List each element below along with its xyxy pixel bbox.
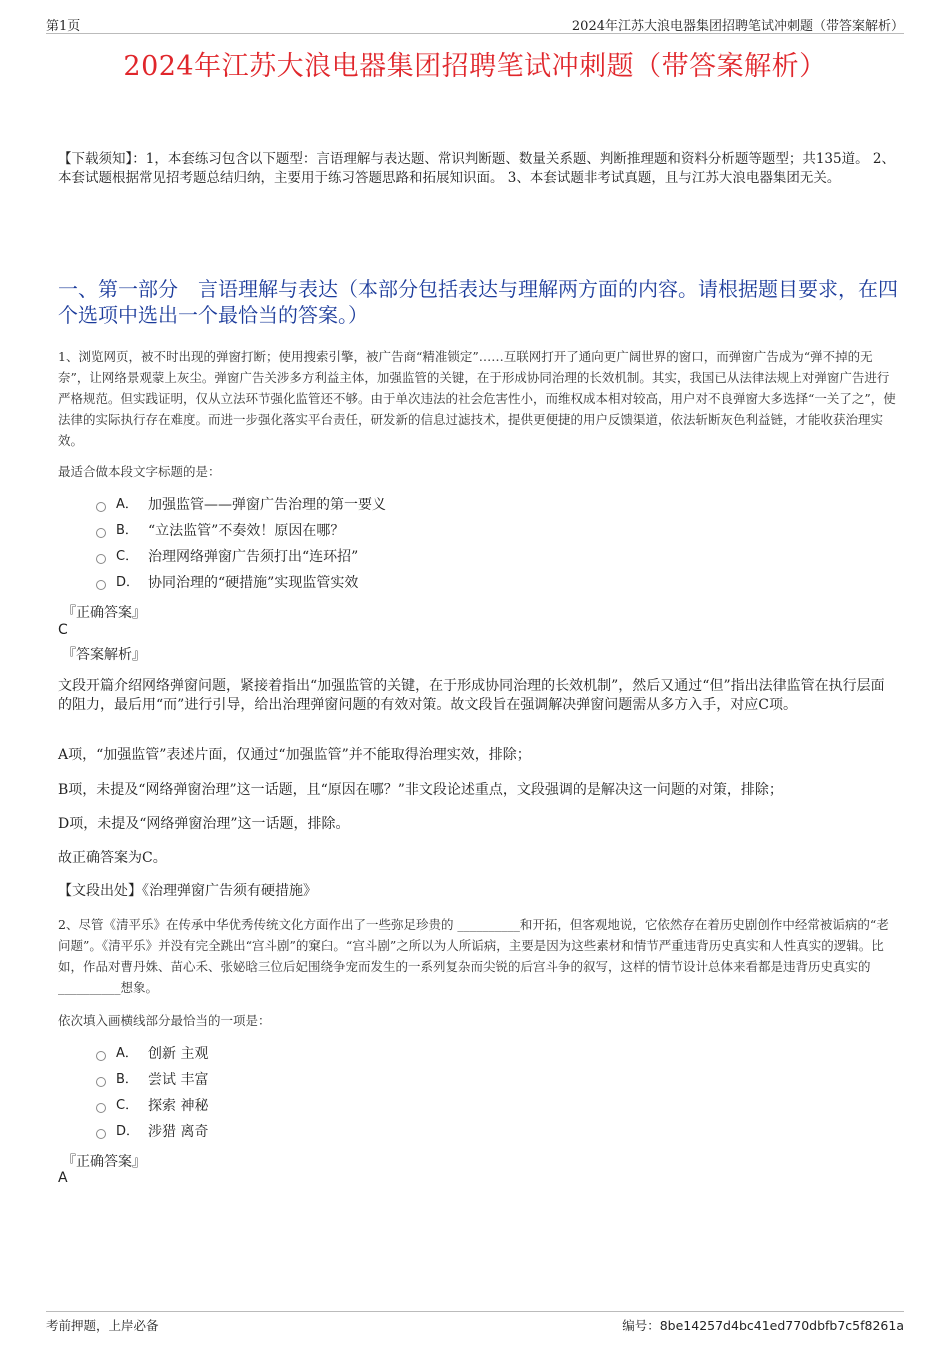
option-text: “立法监管”不奏效！原因在哪？ [148,523,345,539]
option-d[interactable] [96,570,386,596]
radio-icon[interactable] [96,1129,106,1139]
option-text: 协同治理的“硬措施”实现监管实效 [148,575,359,591]
analysis-paragraph: 文段开篇介绍网络弹窗问题，紧接着指出“加强监管的关键，在于形成协同治理的长效机制”，然后又通过“但”指出法律监管在执行层面的阻力，最后用“而”进行引导，给出治理弹窗问题的有效对策。故文段旨在强调解决弹窗问题需从多方入手，对应C项。 [58,678,885,713]
option-text: 尝试 丰富 [148,1072,209,1088]
option-d[interactable] [96,1119,208,1145]
radio-icon[interactable] [96,502,106,512]
option-text: 探索 神秘 [148,1098,209,1114]
question-1-text: 1、浏览网页，被不时出现的弹窗打断；使用搜索引擎，被广告商“精准锁定”……互联网打开了通向更广阔世界的窗口，而弹窗广告成为“弹不掉的无奈”，让网络景观蒙上灰尘。弹窗广告关涉多方利益主体，加强监管的关键，在于形成协同治理的长效机制。其实，我国已从法律法规上对弹窗广告进行严格规范。但实践证明，仅从立法环节强化监管还不够。由于单次违法的社会危害性小，而维权成本相对较高，用户对不良弹窗大多选择“一关了之”，使法律的实际执行存在难度。而进一步强化落实平台责任，研发新的信息过滤技术，提供更便捷的用户反馈渠道，依法斩断灰色利益链，才能收获治理实效。 [58,349,896,448]
option-letter: C． [116,549,139,564]
question-1-options [96,492,386,596]
correct-answer-value: A [58,1170,68,1186]
analysis-conclusion: 故正确答案为C。 [58,850,167,866]
page-number: 第1页 [46,19,81,34]
download-notice: 【下载须知】：1，本套练习包含以下题型：言语理解与表达题、常识判断题、数量关系题、判断推理题和资料分析题等题型；共135道。 2、本套试题根据常见招考题总结归纳，主要用于练习答题思路和拓展知识面。 3、本套试题非考试真题，且与江苏大浪电器集团无关。 [58,151,895,186]
option-letter: B． [116,1072,138,1087]
radio-icon[interactable] [96,1051,106,1061]
radio-icon[interactable] [96,1103,106,1113]
header-divider [46,33,904,34]
analysis-option-a: A项，“加强监管”表述片面，仅通过“加强监管”并不能取得治理实效，排除； [58,747,531,763]
radio-icon[interactable] [96,580,106,590]
option-letter: C． [116,1098,139,1113]
section-heading: 一、第一部分 言语理解与表达（本部分包括表达与理解两方面的内容。请根据题目要求，在四个选项中选出一个最恰当的答案。） [58,277,898,327]
option-b[interactable] [96,1067,208,1093]
radio-icon[interactable] [96,554,106,564]
footer-slogan: 考前押题，上岸必备 [46,1318,159,1333]
footer-code-value: 8be14257d4bc41ed770dbfb7c5f8261a [659,1318,904,1333]
footer-code [622,1316,904,1334]
option-letter: B． [116,523,138,538]
radio-icon[interactable] [96,528,106,538]
option-c[interactable] [96,544,386,570]
document-title: 2024年江苏大浪电器集团招聘笔试冲刺题（带答案解析） [123,51,827,82]
option-a[interactable] [96,492,386,518]
correct-answer-value: C [58,622,68,638]
option-letter: D． [116,1124,140,1139]
option-text: 涉猎 离奇 [148,1124,209,1140]
option-text: 加强监管——弹窗广告治理的第一要义 [148,497,386,513]
correct-answer-label: 『正确答案』 [62,1154,146,1170]
question-2-prompt: 依次填入画横线部分最恰当的一项是： [58,1013,271,1028]
option-letter: D． [116,575,140,590]
option-b[interactable] [96,518,386,544]
footer-code-label: 编号： [622,1318,660,1333]
analysis-source: 【文段出处】《治理弹窗广告须有硬措施》 [58,883,317,899]
option-letter: A． [116,497,138,512]
option-text: 创新 主观 [148,1046,209,1062]
question-2-options [96,1041,208,1145]
analysis-option-d: D项，未提及“网络弹窗治理”这一话题，排除。 [58,816,350,832]
analysis-label: 『答案解析』 [62,647,146,663]
option-letter: A． [116,1046,138,1061]
header-doc-title: 2024年江苏大浪电器集团招聘笔试冲刺题（带答案解析） [571,19,904,34]
option-c[interactable] [96,1093,208,1119]
footer-divider [46,1311,904,1312]
option-text: 治理网络弹窗广告须打出“连环招” [148,549,359,565]
correct-answer-label: 『正确答案』 [62,605,146,621]
radio-icon[interactable] [96,1077,106,1087]
analysis-option-b: B项，未提及“网络弹窗治理”这一话题，且“原因在哪？”非文段论述重点，文段强调的是解决这一问题的对策，排除； [58,782,783,798]
question-2-text: 2、尽管《清平乐》在传承中华优秀传统文化方面作出了一些弥足珍贵的 __________和开拓，但客观地说，它依然存在着历史剧创作中经常被诟病的“老问题”。《清平乐》并没有完全跳出“宫斗剧”的窠臼。“宫斗剧”之所以为人所诟病，主要是因为这些素材和情节严重违背历史真实和人性真实的逻辑。比如，作品对曹丹姝、苗心禾、张妼晗三位后妃围绕争宠而发生的一系列复杂而尖锐的后宫斗争的叙写，这样的情节设计总体来看都是违背历史真实的 __________想象。 [58,917,889,995]
question-1-prompt: 最适合做本段文字标题的是： [58,464,221,479]
option-a[interactable] [96,1041,208,1067]
